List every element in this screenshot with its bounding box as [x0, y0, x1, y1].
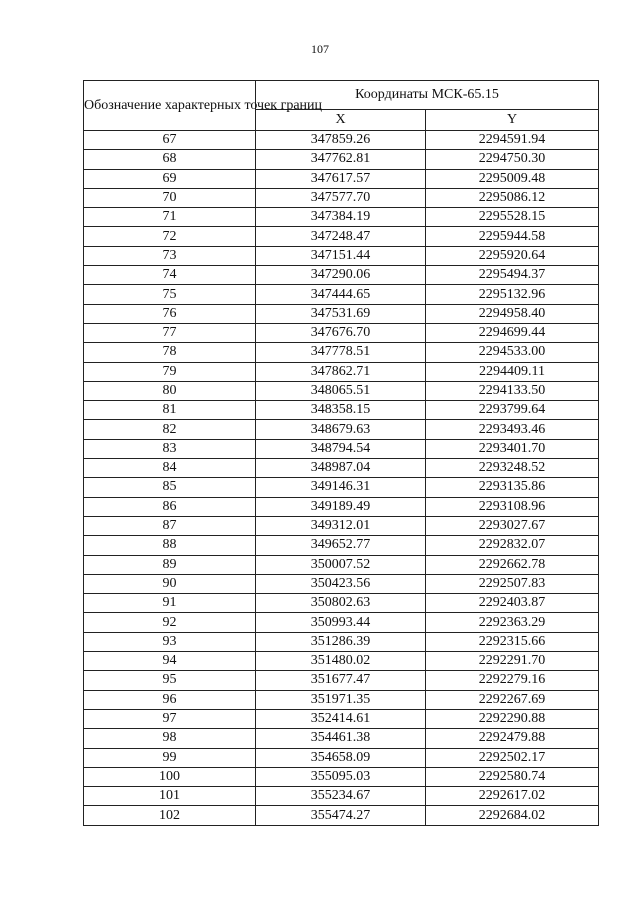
- y-coordinate-cell: 2292507.83: [426, 574, 599, 593]
- x-coordinate-cell: 347577.70: [256, 188, 426, 207]
- y-coordinate-cell: 2293248.52: [426, 459, 599, 478]
- point-number-cell: 75: [84, 285, 256, 304]
- x-coordinate-cell: 347151.44: [256, 246, 426, 265]
- point-number-cell: 81: [84, 401, 256, 420]
- table-header-row: [84, 81, 599, 110]
- point-number-cell: 96: [84, 690, 256, 709]
- x-coordinate-cell: 355474.27: [256, 806, 426, 825]
- x-coordinate-cell: 350993.44: [256, 613, 426, 632]
- x-coordinate-cell: 347384.19: [256, 208, 426, 227]
- point-number-cell: 73: [84, 246, 256, 265]
- table-row: [84, 690, 599, 709]
- table-row: [84, 478, 599, 497]
- point-number-cell: 94: [84, 652, 256, 671]
- point-number-cell: 80: [84, 381, 256, 400]
- x-coordinate-cell: 348679.63: [256, 420, 426, 439]
- table-row: [84, 594, 599, 613]
- table-row: [84, 767, 599, 786]
- y-coordinate-cell: 2292279.16: [426, 671, 599, 690]
- point-number-cell: 79: [84, 362, 256, 381]
- x-coordinate-cell: 349312.01: [256, 516, 426, 535]
- x-coordinate-cell: 351286.39: [256, 632, 426, 651]
- x-coordinate-cell: 349652.77: [256, 536, 426, 555]
- x-coordinate-cell: 347862.71: [256, 362, 426, 381]
- table-row: [84, 787, 599, 806]
- point-number-cell: 101: [84, 787, 256, 806]
- y-coordinate-cell: 2293108.96: [426, 497, 599, 516]
- y-coordinate-cell: 2294133.50: [426, 381, 599, 400]
- x-column-header: X: [256, 110, 426, 131]
- x-coordinate-cell: 348794.54: [256, 439, 426, 458]
- y-coordinate-cell: 2295944.58: [426, 227, 599, 246]
- point-number-cell: 77: [84, 323, 256, 342]
- table-row: [84, 169, 599, 188]
- point-number-cell: 86: [84, 497, 256, 516]
- point-number-cell: 71: [84, 208, 256, 227]
- point-number-cell: 70: [84, 188, 256, 207]
- table-row: [84, 266, 599, 285]
- table-row: [84, 150, 599, 169]
- y-coordinate-cell: 2292267.69: [426, 690, 599, 709]
- y-coordinate-cell: 2294591.94: [426, 131, 599, 150]
- point-column-header: Обозначение характерных точек границ: [84, 81, 256, 131]
- table-row: [84, 208, 599, 227]
- table-body: [84, 131, 599, 826]
- table-row: [84, 613, 599, 632]
- table-row: [84, 555, 599, 574]
- y-coordinate-cell: 2293401.70: [426, 439, 599, 458]
- table-row: [84, 497, 599, 516]
- x-coordinate-cell: 355234.67: [256, 787, 426, 806]
- point-number-cell: 76: [84, 304, 256, 323]
- table-row: [84, 574, 599, 593]
- y-coordinate-cell: 2295009.48: [426, 169, 599, 188]
- point-number-cell: 72: [84, 227, 256, 246]
- x-coordinate-cell: 351971.35: [256, 690, 426, 709]
- table-row: [84, 285, 599, 304]
- x-coordinate-cell: 352414.61: [256, 709, 426, 728]
- table-row: [84, 246, 599, 265]
- point-number-cell: 100: [84, 767, 256, 786]
- x-coordinate-cell: 350423.56: [256, 574, 426, 593]
- table-row: [84, 652, 599, 671]
- table-row: [84, 227, 599, 246]
- point-number-cell: 68: [84, 150, 256, 169]
- x-coordinate-cell: 354658.09: [256, 748, 426, 767]
- coordinates-table: [83, 80, 599, 826]
- y-coordinate-cell: 2294533.00: [426, 343, 599, 362]
- x-coordinate-cell: 354461.38: [256, 729, 426, 748]
- y-coordinate-cell: 2294409.11: [426, 362, 599, 381]
- table-row: [84, 401, 599, 420]
- x-coordinate-cell: 347762.81: [256, 150, 426, 169]
- point-number-cell: 98: [84, 729, 256, 748]
- point-number-cell: 67: [84, 131, 256, 150]
- table-row: [84, 304, 599, 323]
- point-number-cell: 88: [84, 536, 256, 555]
- table-row: [84, 748, 599, 767]
- table-row: [84, 729, 599, 748]
- y-coordinate-cell: 2295086.12: [426, 188, 599, 207]
- y-coordinate-cell: 2295528.15: [426, 208, 599, 227]
- x-coordinate-cell: 347778.51: [256, 343, 426, 362]
- x-coordinate-cell: 347444.65: [256, 285, 426, 304]
- x-coordinate-cell: 349189.49: [256, 497, 426, 516]
- y-coordinate-cell: 2292684.02: [426, 806, 599, 825]
- x-coordinate-cell: 351480.02: [256, 652, 426, 671]
- table-row: [84, 459, 599, 478]
- point-number-cell: 87: [84, 516, 256, 535]
- y-coordinate-cell: 2294958.40: [426, 304, 599, 323]
- y-coordinate-cell: 2293027.67: [426, 516, 599, 535]
- y-coordinate-cell: 2292363.29: [426, 613, 599, 632]
- x-coordinate-cell: 349146.31: [256, 478, 426, 497]
- point-number-cell: 89: [84, 555, 256, 574]
- point-number-cell: 69: [84, 169, 256, 188]
- x-coordinate-cell: 348358.15: [256, 401, 426, 420]
- point-number-cell: 85: [84, 478, 256, 497]
- table-row: [84, 343, 599, 362]
- table-row: [84, 381, 599, 400]
- x-coordinate-cell: 347676.70: [256, 323, 426, 342]
- table-row: [84, 131, 599, 150]
- table-row: [84, 188, 599, 207]
- point-number-cell: 93: [84, 632, 256, 651]
- point-number-cell: 90: [84, 574, 256, 593]
- x-coordinate-cell: 347859.26: [256, 131, 426, 150]
- y-coordinate-cell: 2292403.87: [426, 594, 599, 613]
- y-coordinate-cell: 2292291.70: [426, 652, 599, 671]
- y-coordinate-cell: 2295132.96: [426, 285, 599, 304]
- point-number-cell: 92: [84, 613, 256, 632]
- y-coordinate-cell: 2293799.64: [426, 401, 599, 420]
- y-coordinate-cell: 2292580.74: [426, 767, 599, 786]
- x-coordinate-cell: 347290.06: [256, 266, 426, 285]
- point-number-cell: 78: [84, 343, 256, 362]
- x-coordinate-cell: 347617.57: [256, 169, 426, 188]
- x-coordinate-cell: 355095.03: [256, 767, 426, 786]
- table-row: [84, 632, 599, 651]
- table-row: [84, 516, 599, 535]
- point-number-cell: 97: [84, 709, 256, 728]
- y-coordinate-cell: 2293493.46: [426, 420, 599, 439]
- point-number-cell: 74: [84, 266, 256, 285]
- table-row: [84, 536, 599, 555]
- x-coordinate-cell: 348065.51: [256, 381, 426, 400]
- y-coordinate-cell: 2295920.64: [426, 246, 599, 265]
- x-coordinate-cell: 350802.63: [256, 594, 426, 613]
- y-column-header: Y: [426, 110, 599, 131]
- table-row: [84, 420, 599, 439]
- point-number-cell: 82: [84, 420, 256, 439]
- point-number-cell: 84: [84, 459, 256, 478]
- point-number-cell: 102: [84, 806, 256, 825]
- y-coordinate-cell: 2292290.88: [426, 709, 599, 728]
- x-coordinate-cell: 351677.47: [256, 671, 426, 690]
- point-number-cell: 99: [84, 748, 256, 767]
- y-coordinate-cell: 2293135.86: [426, 478, 599, 497]
- coords-column-header: Координаты МСК-65.15: [256, 81, 599, 110]
- table-row: [84, 806, 599, 825]
- table-row: [84, 709, 599, 728]
- y-coordinate-cell: 2292832.07: [426, 536, 599, 555]
- x-coordinate-cell: 347248.47: [256, 227, 426, 246]
- y-coordinate-cell: 2292315.66: [426, 632, 599, 651]
- point-number-cell: 83: [84, 439, 256, 458]
- x-coordinate-cell: 350007.52: [256, 555, 426, 574]
- y-coordinate-cell: 2295494.37: [426, 266, 599, 285]
- table-row: [84, 362, 599, 381]
- point-number-cell: 95: [84, 671, 256, 690]
- y-coordinate-cell: 2294699.44: [426, 323, 599, 342]
- table-row: [84, 323, 599, 342]
- x-coordinate-cell: 347531.69: [256, 304, 426, 323]
- y-coordinate-cell: 2292502.17: [426, 748, 599, 767]
- point-number-cell: 91: [84, 594, 256, 613]
- page-number: 107: [311, 42, 329, 56]
- table-row: [84, 671, 599, 690]
- y-coordinate-cell: 2292617.02: [426, 787, 599, 806]
- x-coordinate-cell: 348987.04: [256, 459, 426, 478]
- y-coordinate-cell: 2292479.88: [426, 729, 599, 748]
- table-row: [84, 439, 599, 458]
- y-coordinate-cell: 2294750.30: [426, 150, 599, 169]
- y-coordinate-cell: 2292662.78: [426, 555, 599, 574]
